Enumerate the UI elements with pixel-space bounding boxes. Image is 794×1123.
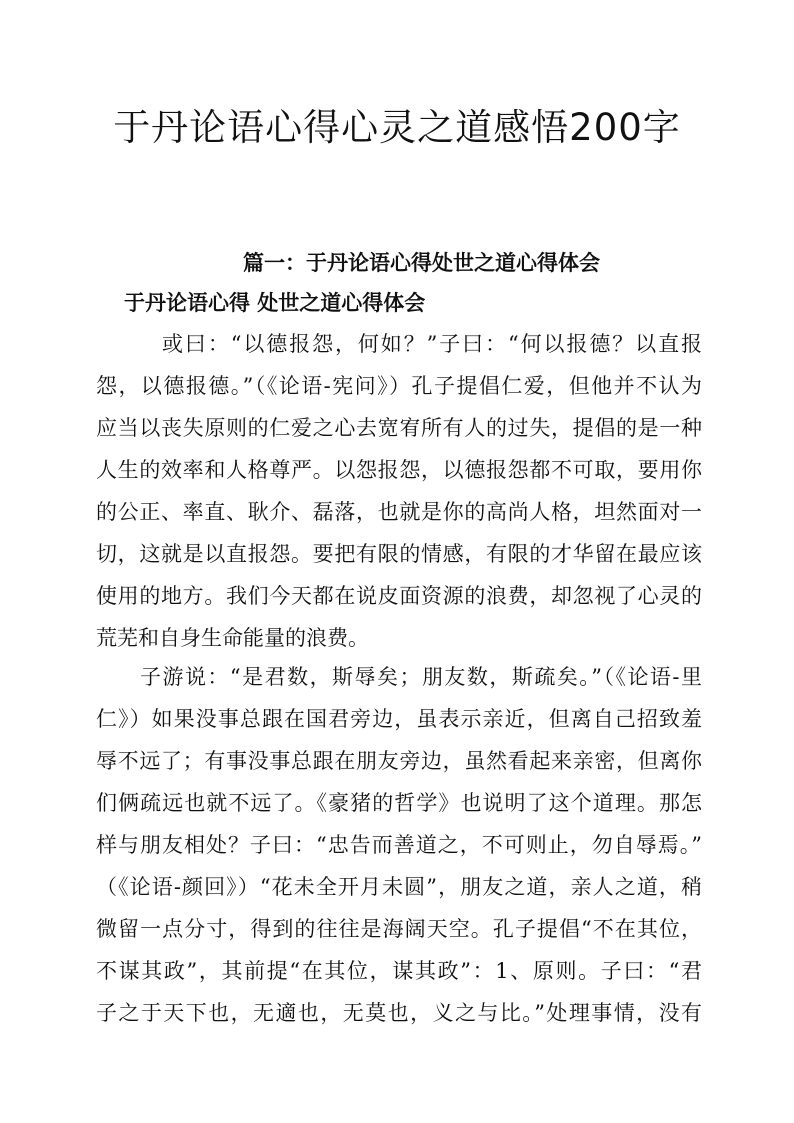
paragraph-line: 子之于天下也，无適也，无莫也，义之与比。”处理事情，没有 (96, 1001, 702, 1025)
paragraph-line: 样与朋友相处？子曰：“忠告而善道之，不可则止，勿自辱焉。” (96, 833, 702, 857)
document-title: 于丹论语心得心灵之道感悟200字 (113, 106, 681, 149)
paragraph-line: 人生的效率和人格尊严。以怨报怨，以德报怨都不可取，要用你 (96, 458, 702, 482)
paragraph-line: 辱不远了；有事没事总跟在朋友旁边，虽然看起来亲密，但离你 (96, 749, 702, 773)
paragraph-line: 仁》）如果没事总跟在国君旁边，虽表示亲近，但离自己招致羞 (96, 707, 702, 731)
paragraph-line: 荒芜和自身生命能量的浪费。 (96, 626, 369, 650)
paragraph-line: 或曰：“以德报怨，何如？”子曰：“何以报德？以直报 (162, 332, 702, 356)
paragraph-line: 微留一点分寸，得到的往往是海阔天空。孔子提倡“不在其位， (96, 917, 702, 941)
paragraph-line: 切，这就是以直报怨。要把有限的情感，有限的才华留在最应该 (96, 542, 702, 566)
paragraph-1 (96, 323, 702, 659)
paragraph-line: 们俩疏远也就不远了。《豪猪的哲学》也说明了这个道理。那怎 (96, 791, 702, 815)
paragraph-line: 应当以丧失原则的仁爱之心去宽宥所有人的过失，提倡的是一种 (96, 416, 702, 440)
paragraph-line: 不谋其政”，其前提“在其位，谋其政”：1、原则。子曰：“君 (96, 959, 702, 983)
sub-heading: 于丹论语心得 处世之道心得体会 (124, 290, 426, 315)
paragraph-line: 使用的地方。我们今天都在说皮面资源的浪费，却忽视了心灵的 (96, 584, 702, 608)
paragraph-line: 的公正、率直、耿介、磊落，也就是你的高尚人格，坦然面对一 (96, 500, 702, 524)
section-heading: 篇一：于丹论语心得处世之道心得体会 (243, 250, 600, 275)
paragraph-2 (96, 656, 702, 1034)
paragraph-line: 子游说：“是君数，斯辱矣；朋友数，斯疏矣。”（《论语-里 (140, 665, 702, 689)
paragraph-line: （《论语-颜回》）“花未全开月未圆”，朋友之道，亲人之道，稍 (96, 875, 702, 899)
paragraph-line: 怨，以德报德。”（《论语-宪问》）孔子提倡仁爱，但他并不认为 (96, 374, 702, 398)
